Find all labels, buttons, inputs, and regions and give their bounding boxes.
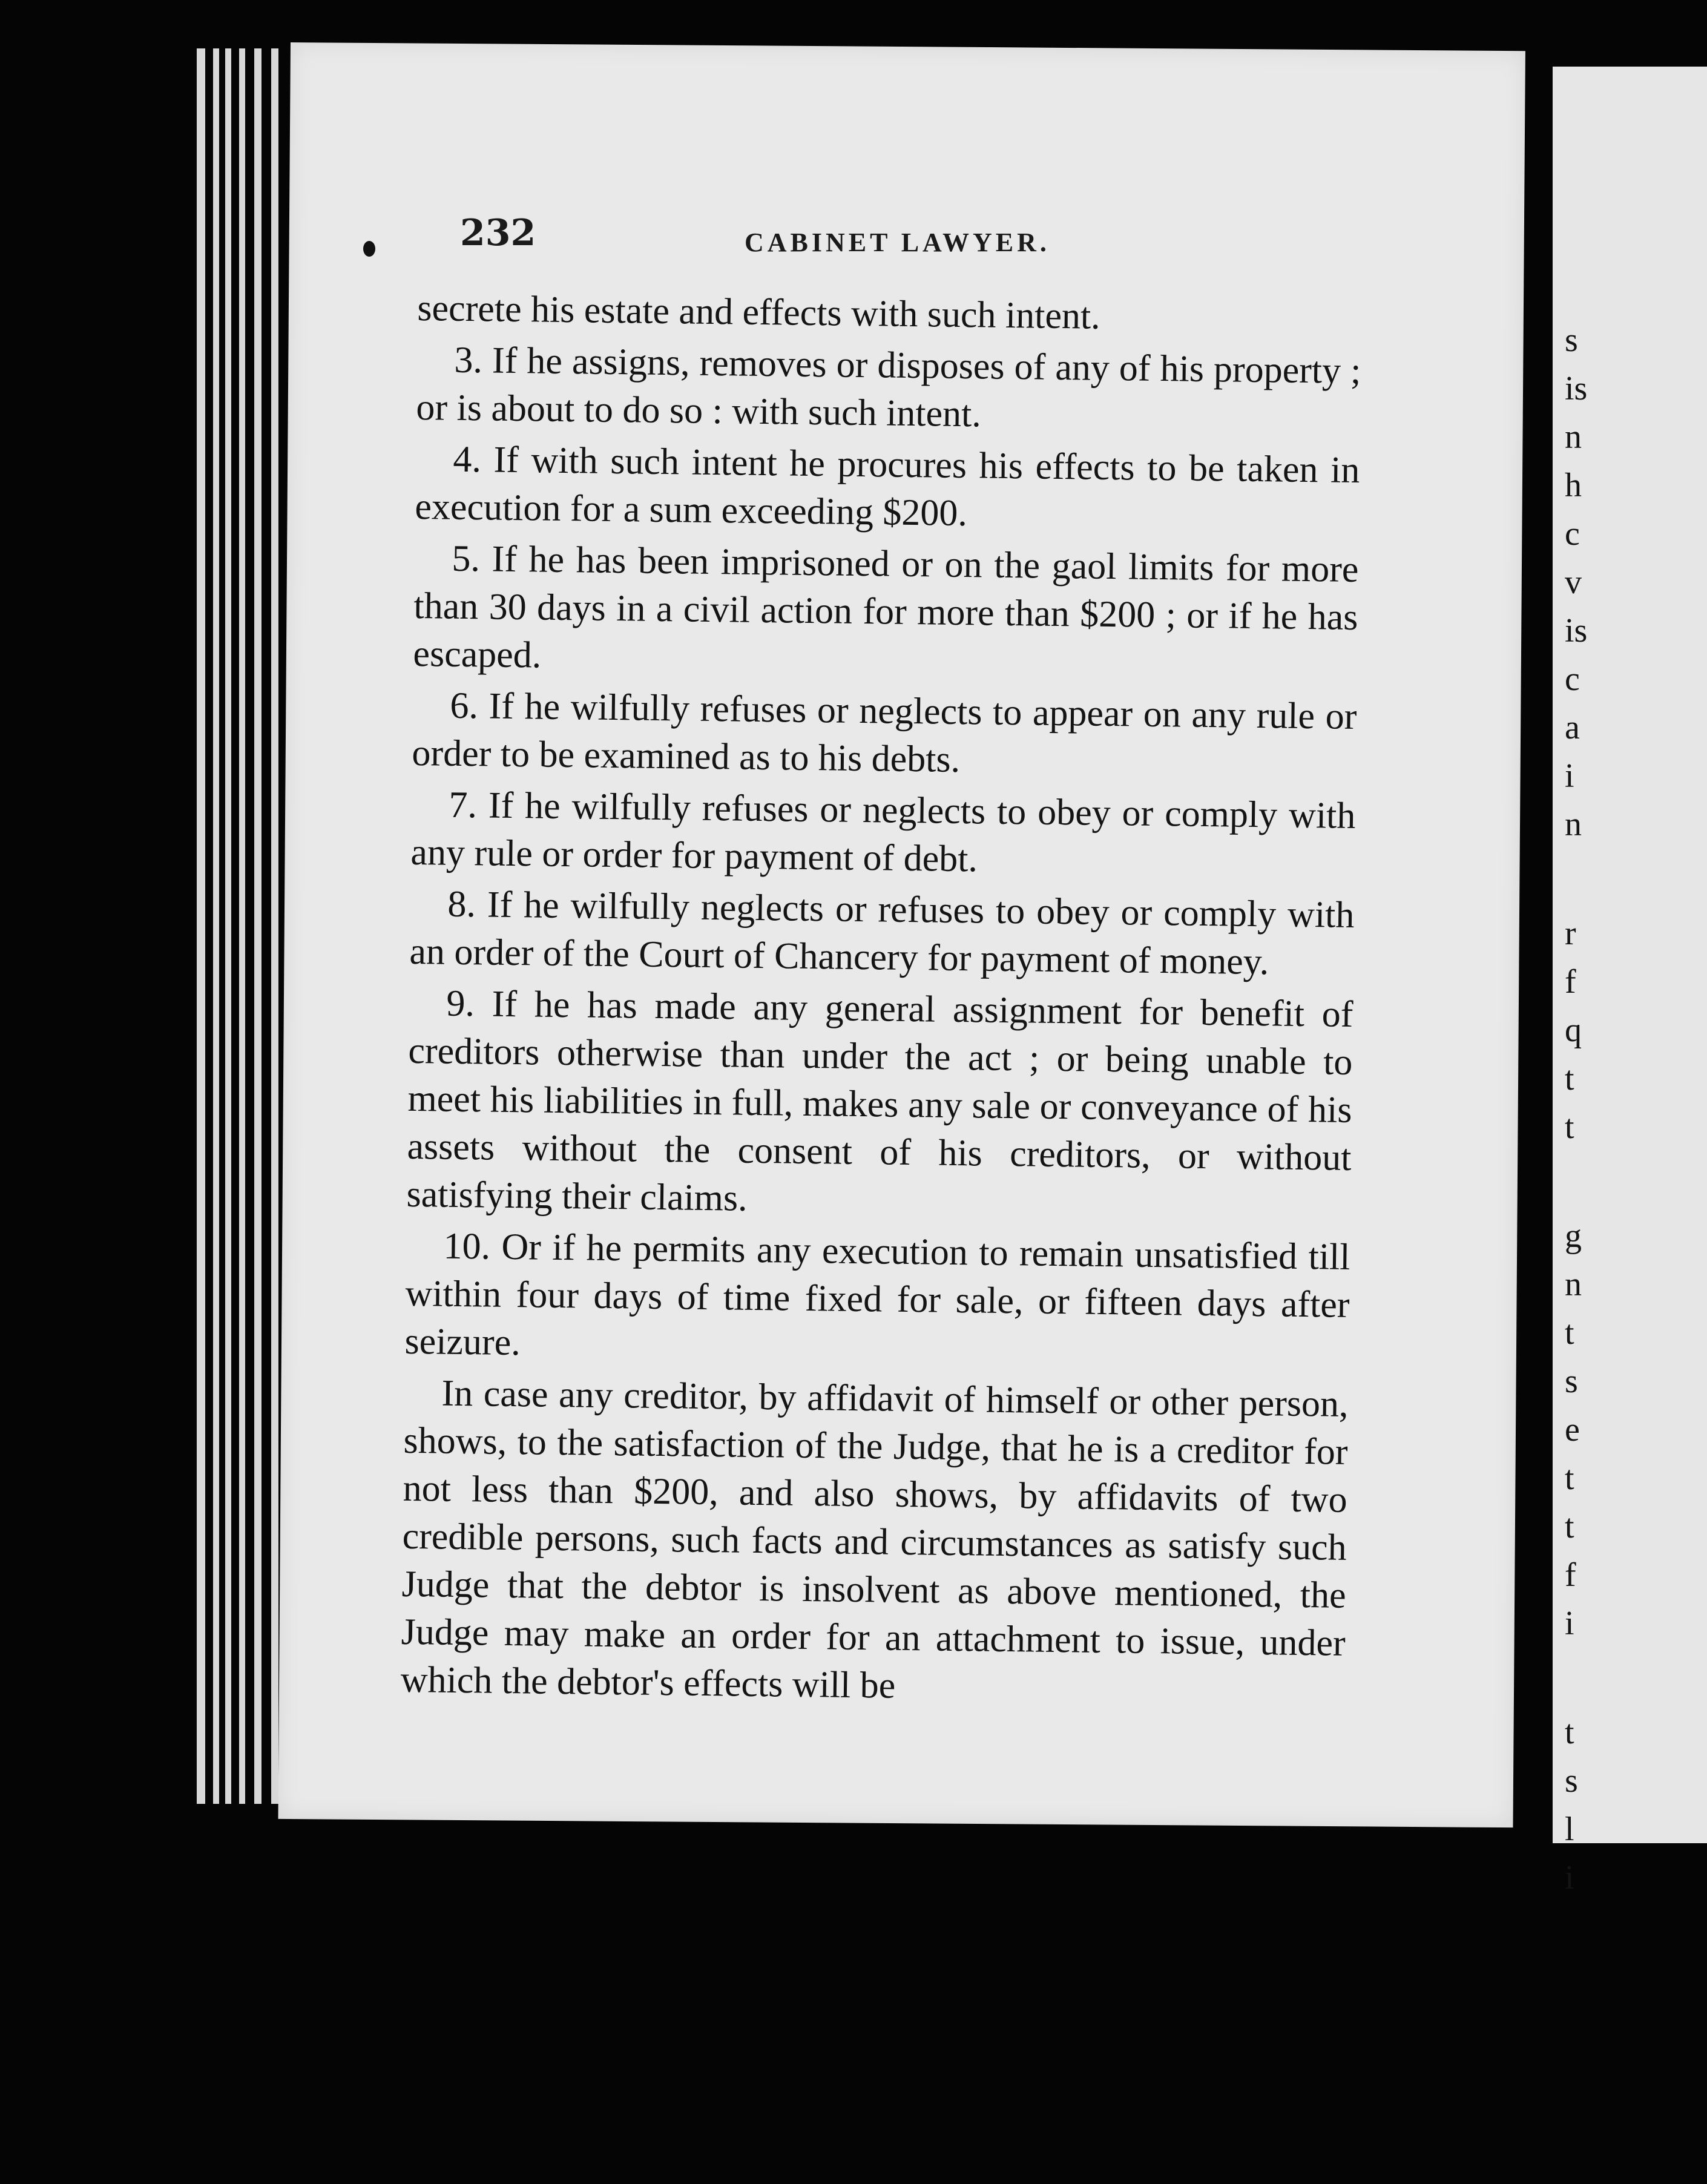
running-title: CABINET LAWYER. bbox=[745, 228, 1050, 257]
page-number: 232 bbox=[460, 212, 536, 254]
facing-page-fragment: n bbox=[1565, 418, 1582, 456]
facing-page-fragment: v bbox=[1565, 564, 1582, 601]
facing-page-fragment: f bbox=[1565, 963, 1576, 1001]
facing-page-fragment: i bbox=[1565, 757, 1574, 795]
facing-page-fragment: h bbox=[1565, 467, 1582, 504]
facing-page-fragment: c bbox=[1565, 660, 1580, 698]
facing-page-fragment: is bbox=[1565, 370, 1588, 407]
paragraph: secrete his estate and effects with such intent. bbox=[417, 287, 1101, 337]
facing-page-fragment: i bbox=[1565, 1605, 1574, 1642]
facing-page-fragment: r bbox=[1565, 915, 1576, 952]
paragraph: 5. If he has been imprisoned or on the gaol limits for more than 30 days in a civil action for more than $200 ; or if he has escaped. bbox=[413, 538, 1359, 676]
facing-page-fragment: f bbox=[1565, 1556, 1576, 1594]
facing-page-fragment: t bbox=[1565, 1508, 1574, 1545]
paragraph: 6. If he wilfully refuses or neglects to appear on any rule or order to be examined as to his debts. bbox=[412, 685, 1357, 781]
facing-page-fragment: l bbox=[1565, 1811, 1574, 1848]
facing-page-fragment: is bbox=[1565, 612, 1588, 650]
facing-page-fragment: s bbox=[1565, 1762, 1578, 1800]
facing-page bbox=[1553, 67, 1707, 1896]
facing-page-fragment: n bbox=[1565, 806, 1582, 843]
facing-page-fragment: g bbox=[1565, 1217, 1582, 1255]
page-header bbox=[460, 212, 1217, 266]
facing-page-fragment: e bbox=[1565, 1411, 1580, 1449]
facing-page-fragment: a bbox=[1565, 709, 1580, 746]
facing-page-fragment: t bbox=[1565, 1459, 1574, 1497]
facing-page-fragment: i bbox=[1565, 1859, 1574, 1896]
paragraph: 9. If he has made any general assignment for benefit of creditors otherwise than under the act ; or being unable to meet his liabilities in full, makes any sale or conveyance of his assets without the consent of his creditors, or without satisfying their claims. bbox=[406, 982, 1353, 1219]
body-text bbox=[400, 285, 1362, 1719]
facing-page-fragment: q bbox=[1565, 1011, 1582, 1049]
paragraph: 7. If he wilfully refuses or neglects to obey or comply with any rule or order for payment of debt. bbox=[410, 784, 1356, 880]
paragraph: 3. If he assigns, removes or disposes of any of his property ; or is about to do so : with such intent. bbox=[416, 339, 1361, 435]
paragraph: 10. Or if he permits any execution to remain unsatisfied till within four days of time fixed for sale, or fifteen days after seizure. bbox=[404, 1225, 1350, 1364]
facing-page-fragment: t bbox=[1565, 1314, 1574, 1352]
facing-page-fragment: s bbox=[1565, 1363, 1578, 1400]
paragraph: 4. If with such intent he procures his effects to be taken in execution for a sum exceeding $200. bbox=[415, 438, 1360, 534]
paragraph: 8. If he wilfully neglects or refuses to obey or comply with an order of the Court of Chancery for payment of money. bbox=[409, 883, 1355, 983]
paragraph: In case any creditor, by affidavit of himself or other person, shows, to the satisfaction of the Judge, that he is a creditor for not less than $200, and also shows, by affidavits of two credible persons, such facts and circumstances as satisfy such Judge that the debtor is insolvent as above mentioned, the Judge may make an order for an attachment to issue, under which the debtor's effects will be bbox=[400, 1372, 1349, 1706]
facing-page-fragment: c bbox=[1565, 515, 1580, 553]
facing-page-fragment: t bbox=[1565, 1108, 1574, 1146]
facing-page-fragment: t bbox=[1565, 1060, 1574, 1097]
facing-page-fragment: s bbox=[1565, 321, 1578, 359]
facing-page-fragment: n bbox=[1565, 1266, 1582, 1303]
facing-page-fragment: t bbox=[1565, 1714, 1574, 1751]
bullet-mark bbox=[363, 241, 375, 257]
